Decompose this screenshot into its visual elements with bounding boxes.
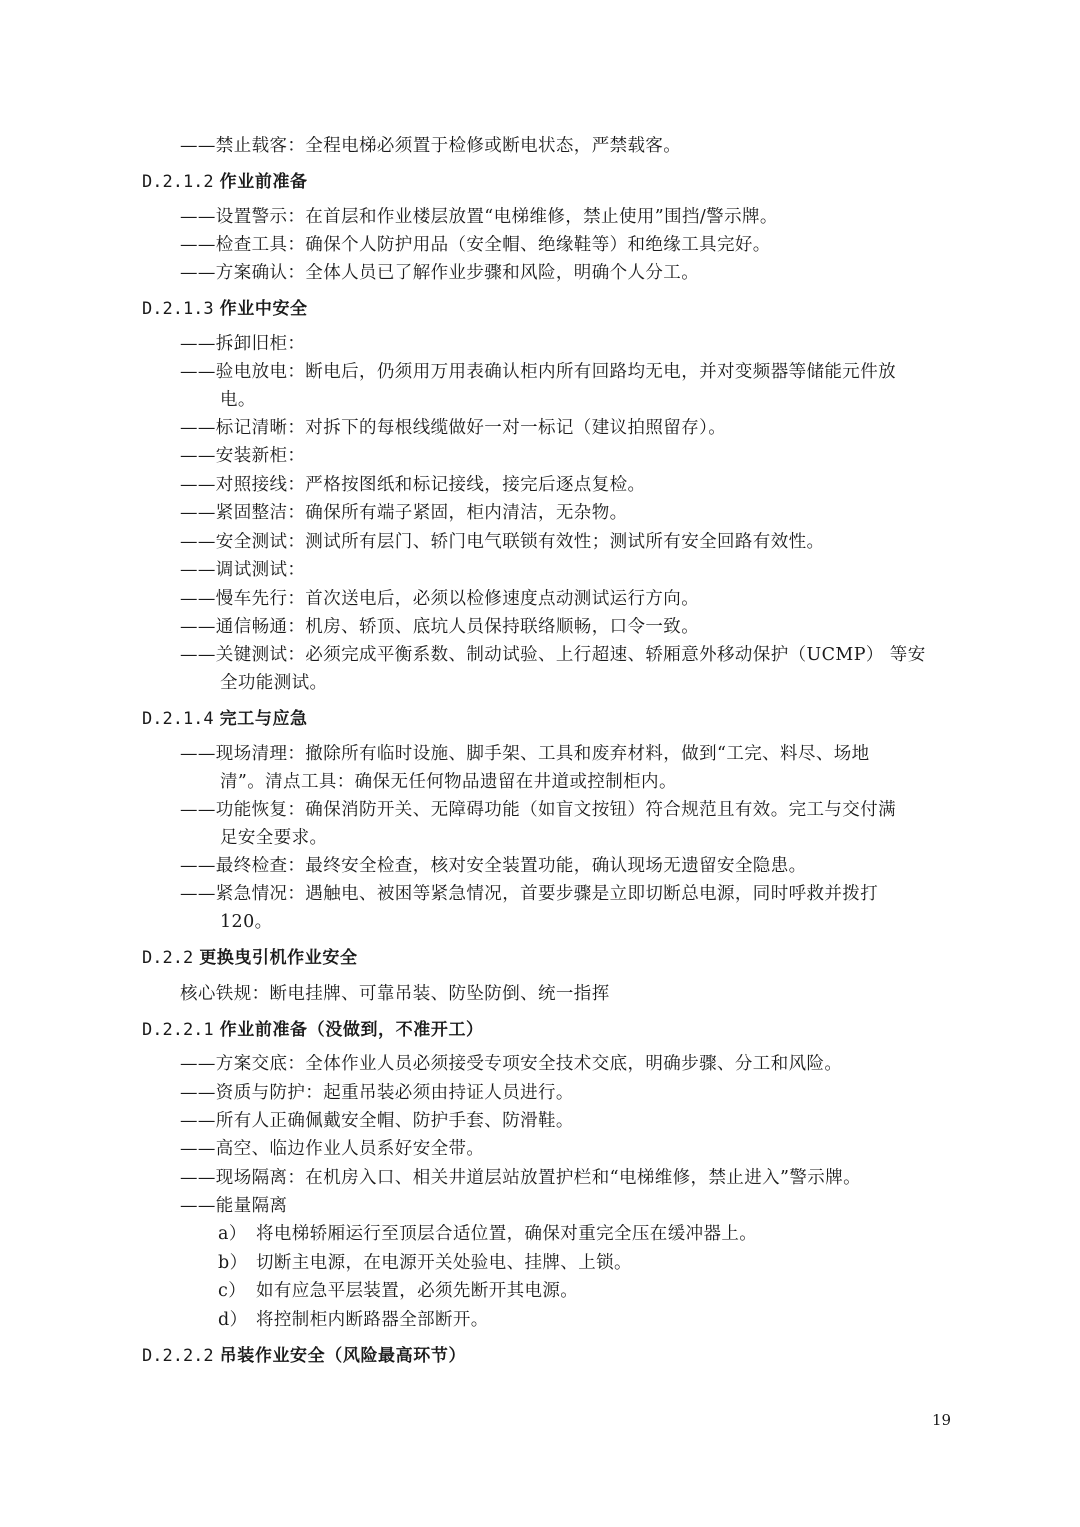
list-item: ——能量隔离 — [180, 1196, 288, 1216]
section-number: D.2.2.1 — [142, 1020, 214, 1040]
page-number: 19 — [932, 1411, 952, 1429]
list-item: ——功能恢复：确保消防开关、无障碍功能（如盲文按钮）符合规范且有效。完工与交付满 — [180, 800, 896, 820]
list-item: ——通信畅通：机房、轿顶、底坑人员保持联络顺畅，口令一致。 — [180, 617, 700, 637]
list-item: ——标记清晰：对拆下的每根线缆做好一对一标记（建议拍照留存）。 — [180, 418, 727, 438]
list-item: ——方案确认：全体人员已了解作业步骤和风险，明确个人分工。 — [180, 263, 700, 283]
list-item: ——资质与防护：起重吊装必须由持证人员进行。 — [180, 1083, 574, 1103]
sub-list-item — [218, 1308, 489, 1332]
section-number: D.2.2.2 — [142, 1346, 214, 1366]
list-item: ——关键测试：必须完成平衡系数、制动试验、上行超速、轿厢意外移动保护（UCMP） 等安 — [180, 645, 926, 665]
section-title: 吊装作业安全（风险最高环节） — [219, 1346, 467, 1366]
sub-list-item — [218, 1222, 757, 1246]
section-number: D.2.1.3 — [142, 299, 214, 319]
list-item: ——安全测试：测试所有层门、轿门电气联锁有效性；测试所有安全回路有效性。 — [180, 532, 825, 552]
sub-list-text: 如有应急平层装置，必须先断开其电源。 — [256, 1281, 579, 1301]
list-item: ——现场隔离：在机房入口、相关井道层站放置护栏和“电梯维修，禁止进入”警示牌。 — [180, 1168, 861, 1188]
section-heading — [142, 1344, 466, 1368]
list-item-continuation: 电。 — [220, 390, 256, 410]
list-item-continuation: 全功能测试。 — [220, 673, 328, 693]
section-number: D.2.1.2 — [142, 172, 214, 192]
section-heading — [142, 946, 358, 970]
sub-list-marker: a） — [218, 1224, 247, 1244]
list-item: ——安装新柜： — [180, 446, 306, 466]
list-item: ——紧固整洁：确保所有端子紧固，柜内清洁，无杂物。 — [180, 503, 628, 523]
list-item: ——对照接线：严格按图纸和标记接线，接完后逐点复检。 — [180, 475, 646, 495]
section-title: 更换曳引机作业安全 — [199, 948, 358, 968]
list-item: ——验电放电：断电后，仍须用万用表确认柜内所有回路均无电，并对变频器等储能元件放 — [180, 362, 896, 382]
sub-list-text: 切断主电源，在电源开关处验电、挂牌、上锁。 — [256, 1253, 632, 1273]
list-item: ——检查工具：确保个人防护用品（安全帽、绝缘鞋等）和绝缘工具完好。 — [180, 235, 771, 255]
list-item-continuation: 清”。清点工具：确保无任何物品遗留在井道或控制柜内。 — [220, 772, 677, 792]
list-item: ——拆卸旧柜： — [180, 334, 306, 354]
list-item: ——设置警示：在首层和作业楼层放置“电梯维修，禁止使用”围挡/警示牌。 — [180, 207, 778, 227]
sub-list-text: 将控制柜内断路器全部断开。 — [256, 1310, 489, 1330]
section-title: 作业中安全 — [219, 299, 308, 319]
section-heading — [142, 170, 308, 194]
list-item: ——紧急情况：遇触电、被困等紧急情况，首要步骤是立即切断总电源，同时呼救并拨打 — [180, 884, 879, 904]
section-heading — [142, 707, 308, 731]
section-title: 完工与应急 — [219, 709, 308, 729]
sub-list-marker: d） — [218, 1310, 248, 1330]
core-rule-text: 核心铁规：断电挂牌、可靠吊装、防坠防倒、统一指挥 — [180, 984, 610, 1004]
section-heading — [142, 297, 308, 321]
sub-list-item — [218, 1251, 632, 1275]
sub-list-marker: b） — [218, 1253, 248, 1273]
list-item: ——慢车先行：首次送电后，必须以检修速度点动测试运行方向。 — [180, 589, 700, 609]
list-item: ——最终检查：最终安全检查，核对安全装置功能，确认现场无遗留安全隐患。 — [180, 856, 807, 876]
list-item-continuation: 足安全要求。 — [220, 828, 328, 848]
section-number: D.2.1.4 — [142, 709, 214, 729]
section-number: D.2.2 — [142, 948, 194, 968]
section-title: 作业前准备 — [219, 172, 308, 192]
list-item: ——高空、临边作业人员系好安全带。 — [180, 1139, 485, 1159]
list-item: ——调试测试： — [180, 560, 306, 580]
section-title: 作业前准备（没做到，不准开工） — [219, 1020, 484, 1040]
list-item-continuation: 120。 — [220, 912, 273, 932]
list-item: ——所有人正确佩戴安全帽、防护手套、防滑鞋。 — [180, 1111, 574, 1131]
list-item: ——方案交底：全体作业人员必须接受专项安全技术交底，明确步骤、分工和风险。 — [180, 1054, 843, 1074]
sub-list-item — [218, 1279, 578, 1303]
list-item: ——现场清理：撤除所有临时设施、脚手架、工具和废弃材料，做到“工完、料尽、场地 — [180, 744, 870, 764]
sub-list-marker: c） — [218, 1281, 247, 1301]
list-item: ——禁止载客：全程电梯必须置于检修或断电状态，严禁载客。 — [180, 136, 682, 156]
section-heading — [142, 1018, 484, 1042]
sub-list-text: 将电梯轿厢运行至顶层合适位置，确保对重完全压在缓冲器上。 — [256, 1224, 758, 1244]
